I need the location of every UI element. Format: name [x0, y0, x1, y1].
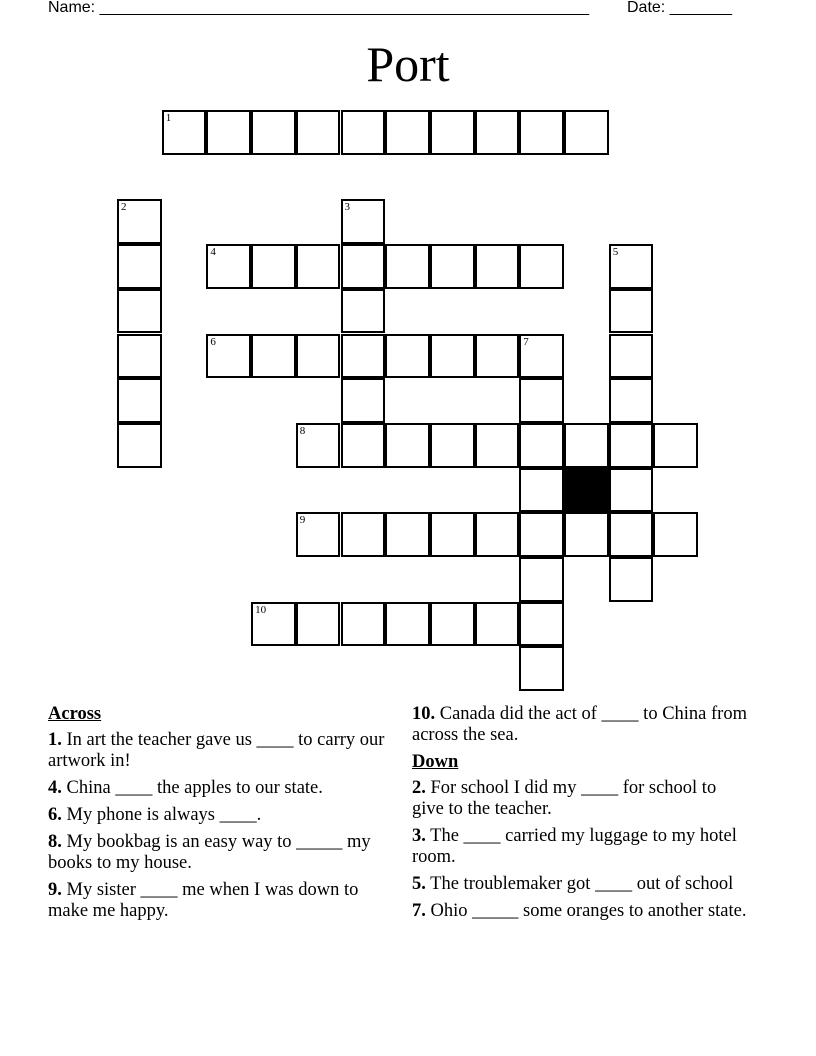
- grid-cell[interactable]: [609, 378, 654, 423]
- grid-cell[interactable]: [385, 423, 430, 468]
- grid-cell[interactable]: [341, 199, 386, 244]
- grid-cell[interactable]: [296, 110, 341, 155]
- grid-cell[interactable]: [519, 602, 564, 647]
- grid-cell[interactable]: [341, 289, 386, 334]
- grid-cell[interactable]: [385, 602, 430, 647]
- clue-text: The troublemaker got ____ out of school: [430, 874, 734, 894]
- grid-cell[interactable]: [609, 334, 654, 379]
- clue-across-10: [412, 704, 752, 746]
- cell-number: 8: [299, 424, 306, 437]
- grid-cell[interactable]: [117, 334, 162, 379]
- grid-cell[interactable]: [385, 110, 430, 155]
- clue-number: 9.: [48, 880, 62, 900]
- date-field[interactable]: Date: _______: [627, 0, 732, 16]
- grid-cell[interactable]: [475, 334, 520, 379]
- grid-cell[interactable]: [519, 334, 564, 379]
- clue-across-1: [48, 730, 388, 772]
- clue-down-5: [412, 874, 752, 895]
- cell-number: 10: [255, 603, 267, 616]
- cell-number: 5: [612, 246, 619, 259]
- grid-cell[interactable]: [341, 423, 386, 468]
- grid-cell[interactable]: [519, 557, 564, 602]
- grid-cell[interactable]: [296, 334, 341, 379]
- grid-cell[interactable]: [296, 512, 341, 557]
- cell-number: 3: [344, 201, 350, 214]
- grid-cell[interactable]: [117, 378, 162, 423]
- grid-cell[interactable]: [519, 110, 564, 155]
- grid-cell[interactable]: [341, 512, 386, 557]
- clue-number: 1.: [48, 730, 62, 750]
- grid-cell[interactable]: [609, 244, 654, 289]
- clue-across-8: [48, 832, 388, 874]
- grid-cell[interactable]: [475, 602, 520, 647]
- grid-cell[interactable]: [430, 512, 475, 557]
- grid-cell[interactable]: [117, 423, 162, 468]
- clue-text: Canada did the act of ____ to China from across the sea.: [412, 704, 747, 745]
- clue-number: 3.: [412, 826, 426, 846]
- clues-left-column: [48, 704, 388, 928]
- cell-number: 2: [121, 201, 127, 214]
- grid-cell[interactable]: [162, 110, 207, 155]
- cell-number: 7: [523, 335, 529, 348]
- grid-cell[interactable]: [519, 646, 564, 691]
- name-field[interactable]: Name: _______________________________________________________: [48, 0, 589, 16]
- grid-cell[interactable]: [296, 423, 341, 468]
- clues-right-column: [412, 704, 752, 928]
- grid-cell[interactable]: [430, 110, 475, 155]
- grid-cell[interactable]: [251, 334, 296, 379]
- grid-cell[interactable]: [251, 110, 296, 155]
- grid-cell[interactable]: [206, 110, 251, 155]
- cell-number: 1: [165, 112, 172, 124]
- grid-cell[interactable]: [385, 334, 430, 379]
- grid-cell[interactable]: [475, 244, 520, 289]
- grid-cell[interactable]: [653, 512, 698, 557]
- grid-cell[interactable]: [564, 512, 609, 557]
- clue-text: In art the teacher gave us ____ to carry our artwork in!: [48, 730, 385, 771]
- grid-cell[interactable]: [475, 512, 520, 557]
- grid-cell[interactable]: [341, 110, 386, 155]
- grid-cell[interactable]: [609, 289, 654, 334]
- grid-cell[interactable]: [519, 423, 564, 468]
- grid-cell[interactable]: [519, 378, 564, 423]
- grid-cell[interactable]: [430, 334, 475, 379]
- grid-cell[interactable]: [341, 378, 386, 423]
- grid-cell[interactable]: [475, 423, 520, 468]
- clue-text: My sister ____ me when I was down to make me happy.: [48, 880, 359, 921]
- grid-block-cell: [564, 468, 609, 513]
- clue-text: My phone is always ____.: [66, 805, 262, 825]
- grid-cell[interactable]: [341, 334, 386, 379]
- clue-across-9: [48, 880, 388, 922]
- grid-cell[interactable]: [296, 244, 341, 289]
- across-heading: Across: [48, 704, 102, 724]
- cell-number: 6: [210, 335, 216, 348]
- grid-cell[interactable]: [117, 244, 162, 289]
- clue-number: 8.: [48, 832, 62, 852]
- clue-down-7: [412, 901, 752, 922]
- clue-across-4: [48, 778, 388, 799]
- grid-cell[interactable]: [564, 110, 609, 155]
- grid-cell[interactable]: [564, 423, 609, 468]
- clue-text: For school I did my ____ for school to give to the teacher.: [412, 778, 717, 819]
- grid-cell[interactable]: [341, 602, 386, 647]
- grid-cell[interactable]: [251, 602, 296, 647]
- clue-text: The ____ carried my luggage to my hotel room.: [412, 826, 737, 867]
- clue-number: 6.: [48, 805, 62, 825]
- cell-number: 9: [299, 514, 306, 527]
- grid-cell[interactable]: [430, 244, 475, 289]
- clue-number: 4.: [48, 778, 62, 798]
- clue-number: 5.: [412, 874, 426, 894]
- clue-down-2: [412, 778, 752, 820]
- grid-cell[interactable]: [609, 468, 654, 513]
- grid-cell[interactable]: [519, 468, 564, 513]
- cell-number: 4: [210, 246, 216, 259]
- grid-cell[interactable]: [430, 423, 475, 468]
- grid-cell[interactable]: [609, 423, 654, 468]
- grid-cell[interactable]: [385, 244, 430, 289]
- grid-cell[interactable]: [206, 334, 251, 379]
- grid-cell[interactable]: [117, 289, 162, 334]
- grid-cell[interactable]: [653, 423, 698, 468]
- grid-cell[interactable]: [430, 602, 475, 647]
- grid-cell[interactable]: [385, 512, 430, 557]
- grid-cell[interactable]: [519, 512, 564, 557]
- clue-text: My bookbag is an easy way to _____ my books to my house.: [48, 832, 371, 873]
- grid-cell[interactable]: [296, 602, 341, 647]
- clue-text: China ____ the apples to our state.: [66, 778, 323, 798]
- down-heading: Down: [412, 752, 459, 772]
- clue-number: 10.: [412, 704, 436, 724]
- clue-down-3: [412, 826, 752, 868]
- grid-cell[interactable]: [609, 557, 654, 602]
- grid-cell[interactable]: [206, 244, 251, 289]
- puzzle-title: Port: [366, 36, 450, 92]
- clue-across-6: [48, 805, 388, 826]
- clue-number: 2.: [412, 778, 426, 798]
- clue-text: Ohio _____ some oranges to another state.: [430, 901, 747, 921]
- grid-cell[interactable]: [251, 244, 296, 289]
- grid-cell[interactable]: [341, 244, 386, 289]
- grid-cell[interactable]: [475, 110, 520, 155]
- grid-cell[interactable]: [519, 244, 564, 289]
- clue-number: 7.: [412, 901, 426, 921]
- grid-cell[interactable]: [117, 199, 162, 244]
- grid-cell[interactable]: [609, 512, 654, 557]
